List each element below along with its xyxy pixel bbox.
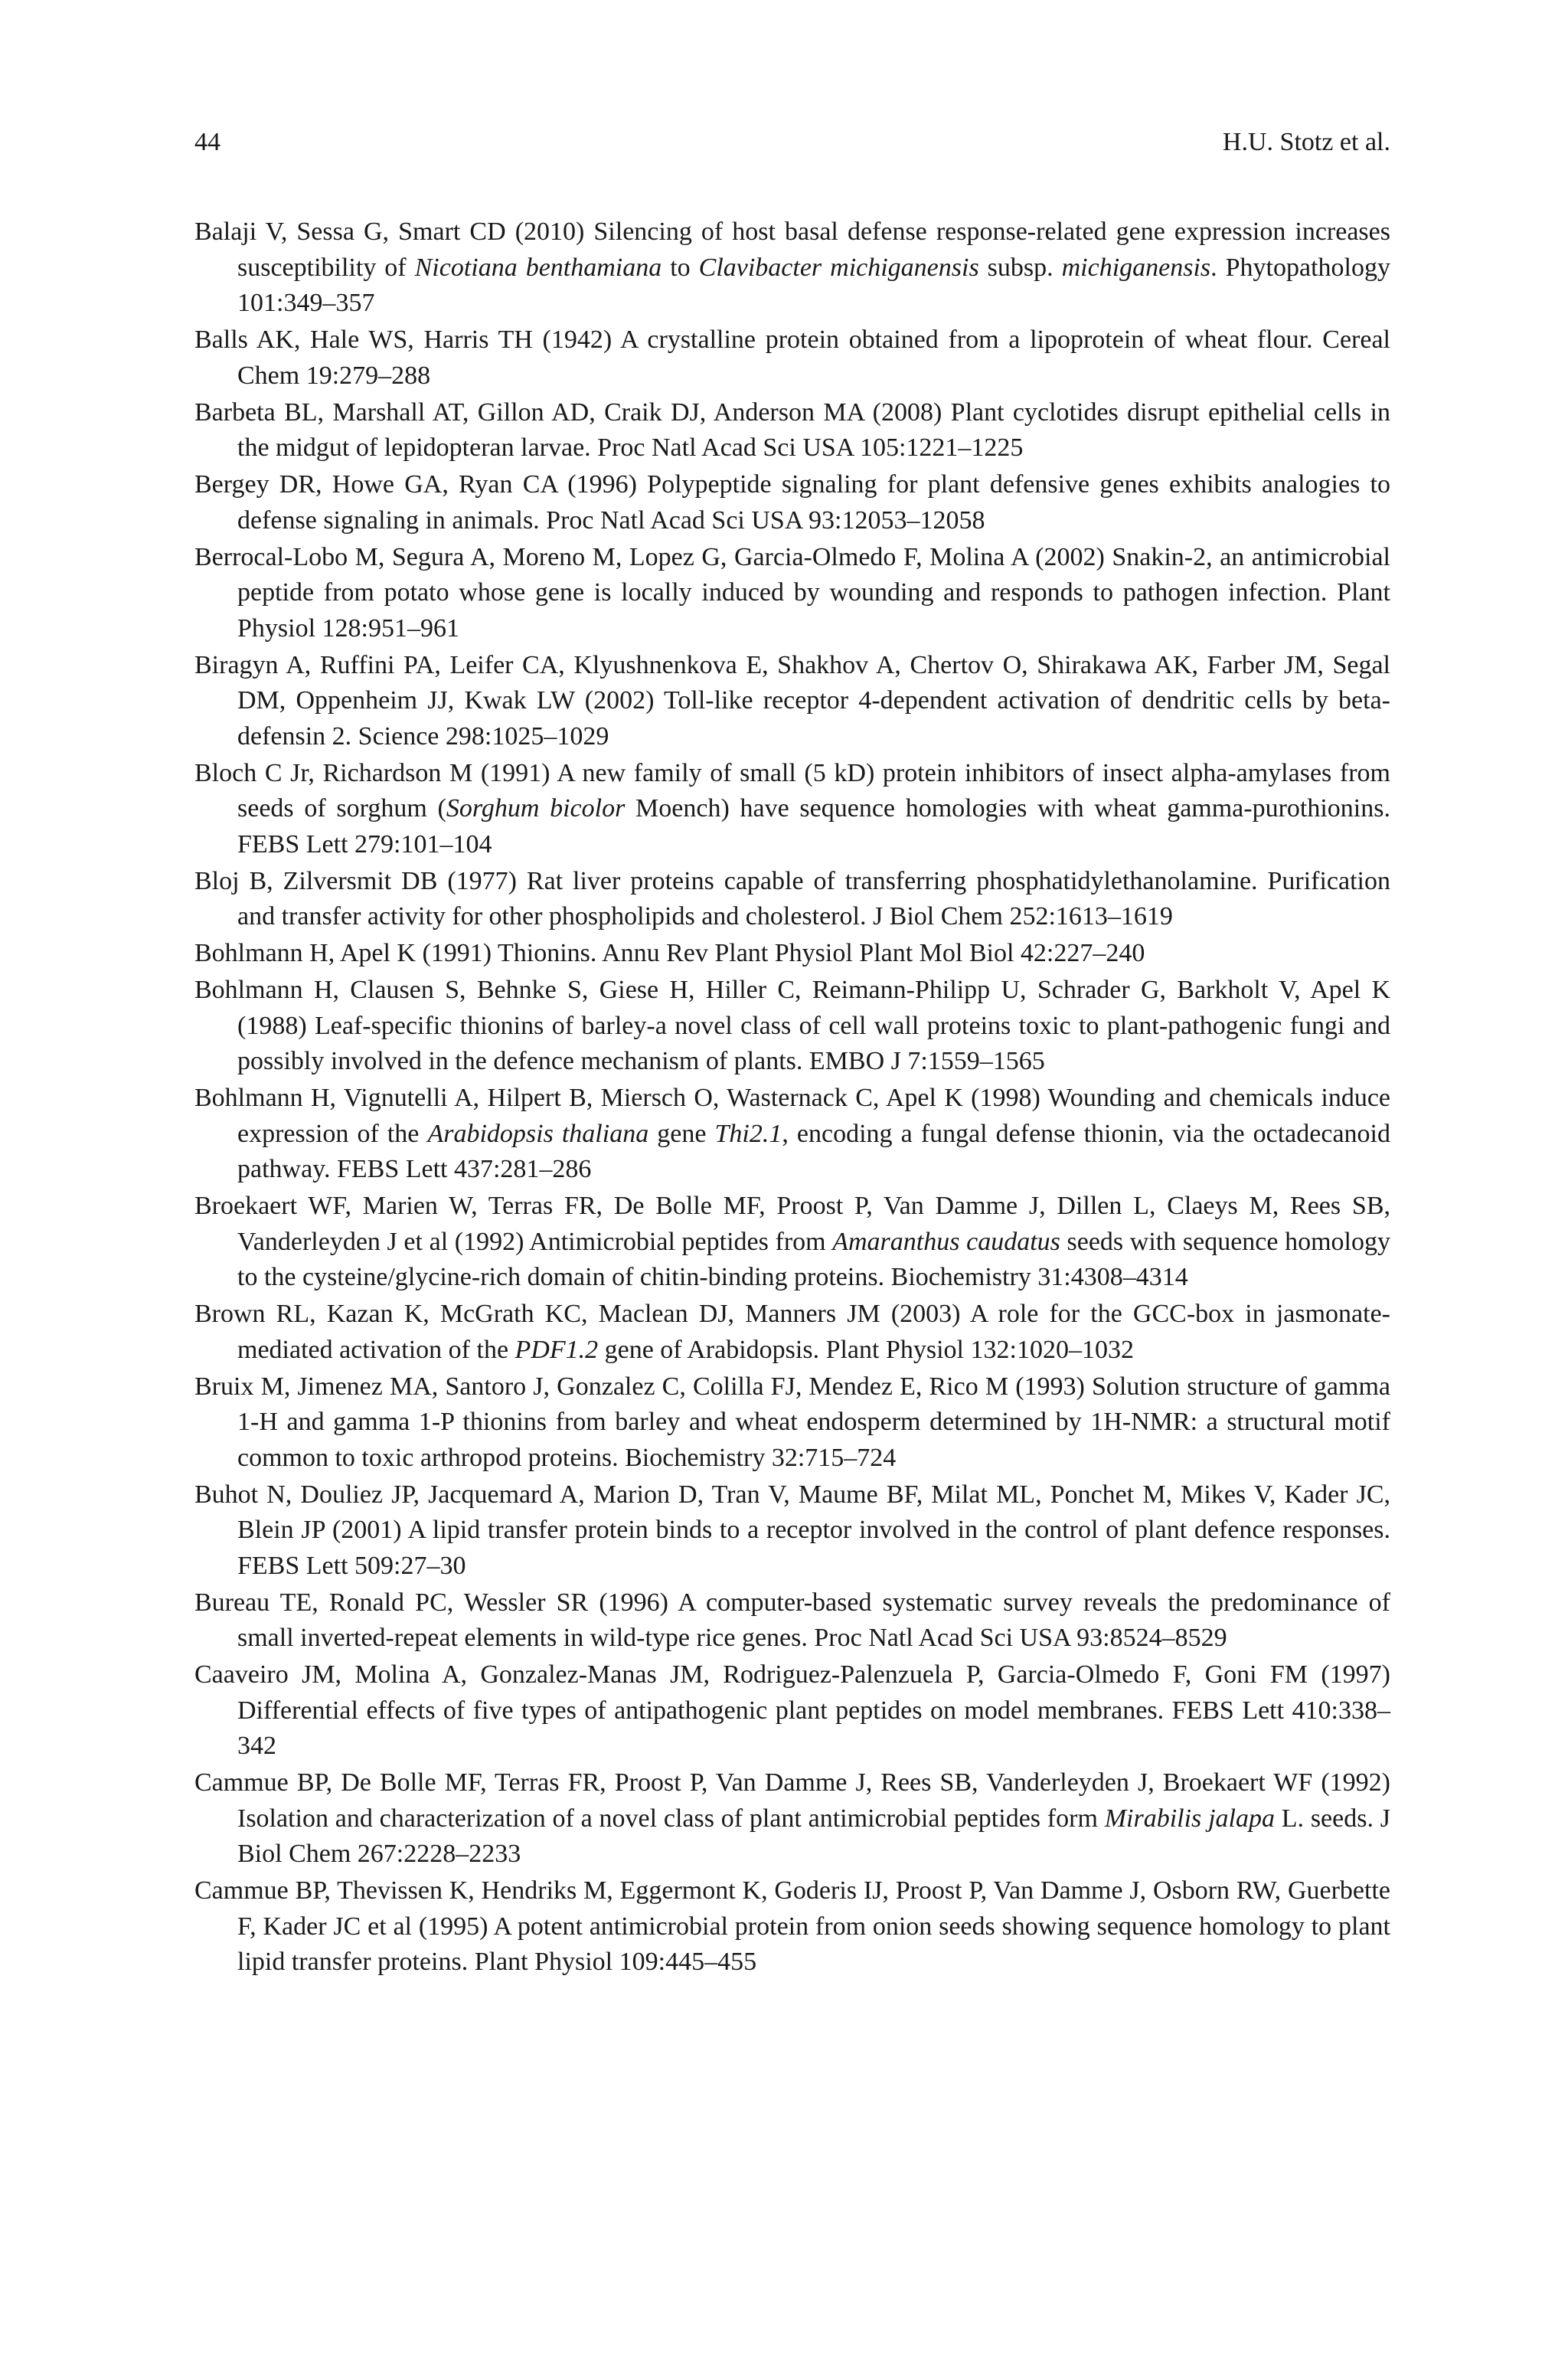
reference-text: Bohlmann H, Clausen S, Behnke S, Giese H, Hiller C, Reimann-Philipp U, Schrader G, Barkholt V, Apel K (1988) Leaf-specific thionins of barley-a novel class of cell wall proteins toxic to plant-pathogenic fungi and possibly involved in the defence mechanism of plants. EMBO J 7:1559–1565	[194, 976, 1390, 1075]
page-number: 44	[194, 128, 220, 156]
reference-text: Bergey DR, Howe GA, Ryan CA (1996) Polypeptide signaling for plant defensive genes exhibits analogies to defense signaling in animals. Proc Natl Acad Sci USA 93:12053–12058	[194, 470, 1390, 535]
reference-entry	[194, 756, 1390, 863]
reference-entry	[194, 1657, 1390, 1765]
reference-text: Bloj B, Zilversmit DB (1977) Rat liver proteins capable of transferring phosphatidylethanolamine. Purification and transfer activity for other phospholipids and cholesterol. J Biol Chem 252:1613–1619	[194, 866, 1390, 931]
reference-text: . Phytopathology 101:349–357	[237, 253, 1390, 317]
reference-entry	[194, 1189, 1390, 1296]
reference-entry	[194, 1585, 1390, 1657]
reference-entry	[194, 864, 1390, 935]
reference-italic-text: Nicotiana benthamiana	[414, 253, 662, 282]
reference-text: gene	[648, 1119, 715, 1148]
reference-text: to	[662, 253, 699, 282]
reference-text: Broekaert WF, Marien W, Terras FR, De Bolle MF, Proost P, Van Damme J, Dillen L, Claeys M, Rees SB, Vanderleyden J et al (1992) Antimicrobial peptides from	[194, 1192, 1390, 1256]
reference-entry	[194, 395, 1390, 466]
reference-entry	[194, 540, 1390, 647]
reference-text: seeds with sequence homology to the cysteine/glycine-rich domain of chitin-binding proteins. Biochemistry 31:4308–4314	[237, 1227, 1391, 1291]
reference-text: Cammue BP, De Bolle MF, Terras FR, Proost P, Van Damme J, Rees SB, Vanderleyden J, Broekaert WF (1992) Isolation and characterization of a novel class of plant antimicrobial peptides form	[194, 1768, 1390, 1833]
reference-italic-text: michiganensis	[1061, 253, 1211, 282]
reference-text: Moench) have sequence homologies with wheat gamma-purothionins. FEBS Lett 279:101–104	[237, 794, 1390, 859]
reference-text: Bureau TE, Ronald PC, Wessler SR (1996) A computer-based systematic survey reveals the predominance of small inverted-repeat elements in wild-type rice genes. Proc Natl Acad Sci USA 93:8524–8529	[194, 1588, 1390, 1652]
reference-text: Caaveiro JM, Molina A, Gonzalez-Manas JM, Rodriguez-Palenzuela P, Garcia-Olmedo F, Goni FM (1997) Differential effects of five types of antipathogenic plant peptides on model membranes. FEBS Lett 410:338–342	[194, 1660, 1390, 1760]
reference-italic-text: Arabidopsis thaliana	[427, 1119, 649, 1148]
reference-text: subsp.	[978, 253, 1062, 282]
reference-text: L. seeds. J Biol Chem 267:2228–2233	[237, 1804, 1390, 1868]
reference-text: Bruix M, Jimenez MA, Santoro J, Gonzalez C, Colilla FJ, Mendez E, Rico M (1993) Solution structure of gamma 1-H and gamma 1-P thionins from barley and wheat endosperm determined by 1H-NMR: a structural motif common to toxic arthropod proteins. Biochemistry 32:715–724	[194, 1372, 1390, 1472]
reference-entry	[194, 322, 1390, 394]
reference-entry	[194, 1477, 1390, 1585]
reference-entry	[194, 1081, 1390, 1188]
reference-italic-text: Thi2.1	[714, 1119, 782, 1148]
reference-entry	[194, 936, 1390, 972]
reference-list	[194, 214, 1390, 1981]
reference-text: Berrocal-Lobo M, Segura A, Moreno M, Lopez G, Garcia-Olmedo F, Molina A (2002) Snakin-2, an antimicrobial peptide from potato whose gene is locally induced by wounding and responds to pathogen infection. Plant Physiol 128:951–961	[194, 542, 1390, 643]
reference-text: Buhot N, Douliez JP, Jacquemard A, Marion D, Tran V, Maume BF, Milat ML, Ponchet M, Mikes V, Kader JC, Blein JP (2001) A lipid transfer protein binds to a receptor involved in the control of plant defence responses. FEBS Lett 509:27–30	[194, 1480, 1390, 1580]
reference-text: , encoding a fungal defense thionin, via the octadecanoid pathway. FEBS Lett 437:281–286	[237, 1119, 1390, 1183]
reference-entry	[194, 1369, 1390, 1477]
reference-text: Bloch C Jr, Richardson M (1991) A new family of small (5 kD) protein inhibitors of insect alpha-amylases from seeds of sorghum (	[194, 758, 1390, 823]
reference-entry	[194, 467, 1390, 538]
reference-entry	[194, 1765, 1390, 1873]
reference-entry	[194, 214, 1390, 322]
reference-italic-text: PDF1.2	[514, 1335, 599, 1364]
reference-text: Balaji V, Sessa G, Smart CD (2010) Silencing of host basal defense response-related gene expression increases susceptibility of	[194, 218, 1390, 282]
reference-italic-text: Sorghum bicolor	[446, 794, 626, 823]
reference-italic-text: Mirabilis jalapa	[1104, 1804, 1275, 1833]
running-head: H.U. Stotz et al.	[1222, 128, 1390, 156]
reference-italic-text: Amaranthus caudatus	[832, 1227, 1060, 1256]
reference-text: Cammue BP, Thevissen K, Hendriks M, Eggermont K, Goderis IJ, Proost P, Van Damme J, Osborn RW, Guerbette F, Kader JC et al (1995) A potent antimicrobial protein from onion seeds showing sequence homology to plant lipid transfer proteins. Plant Physiol 109:445–455	[194, 1876, 1390, 1976]
reference-text: Barbeta BL, Marshall AT, Gillon AD, Craik DJ, Anderson MA (2008) Plant cyclotides disrupt epithelial cells in the midgut of lepidopteran larvae. Proc Natl Acad Sci USA 105:1221–1225	[194, 397, 1390, 462]
page-header	[194, 126, 1390, 159]
reference-entry	[194, 1297, 1390, 1368]
reference-text: Balls AK, Hale WS, Harris TH (1942) A crystalline protein obtained from a lipoprotein of wheat flour. Cereal Chem 19:279–288	[194, 325, 1390, 390]
reference-entry	[194, 1873, 1390, 1981]
reference-text: Brown RL, Kazan K, McGrath KC, Maclean DJ, Manners JM (2003) A role for the GCC-box in jasmonate-mediated activation of the	[194, 1300, 1390, 1364]
reference-text: gene of Arabidopsis. Plant Physiol 132:1020–1032	[598, 1335, 1134, 1364]
reference-text: Bohlmann H, Apel K (1991) Thionins. Annu Rev Plant Physiol Plant Mol Biol 42:227–240	[194, 939, 1145, 967]
reference-text: Biragyn A, Ruffini PA, Leifer CA, Klyushnenkova E, Shakhov A, Chertov O, Shirakawa AK, Farber JM, Segal DM, Oppenheim JJ, Kwak LW (2002) Toll-like receptor 4-dependent activation of dendritic cells by beta-defensin 2. Science 298:1025–1029	[194, 650, 1390, 751]
reference-text: Bohlmann H, Vignutelli A, Hilpert B, Miersch O, Wasternack C, Apel K (1998) Wounding and chemicals induce expression of the	[194, 1084, 1390, 1148]
reference-entry	[194, 973, 1390, 1080]
reference-entry	[194, 648, 1390, 755]
reference-italic-text: Clavibacter michiganensis	[698, 253, 979, 282]
